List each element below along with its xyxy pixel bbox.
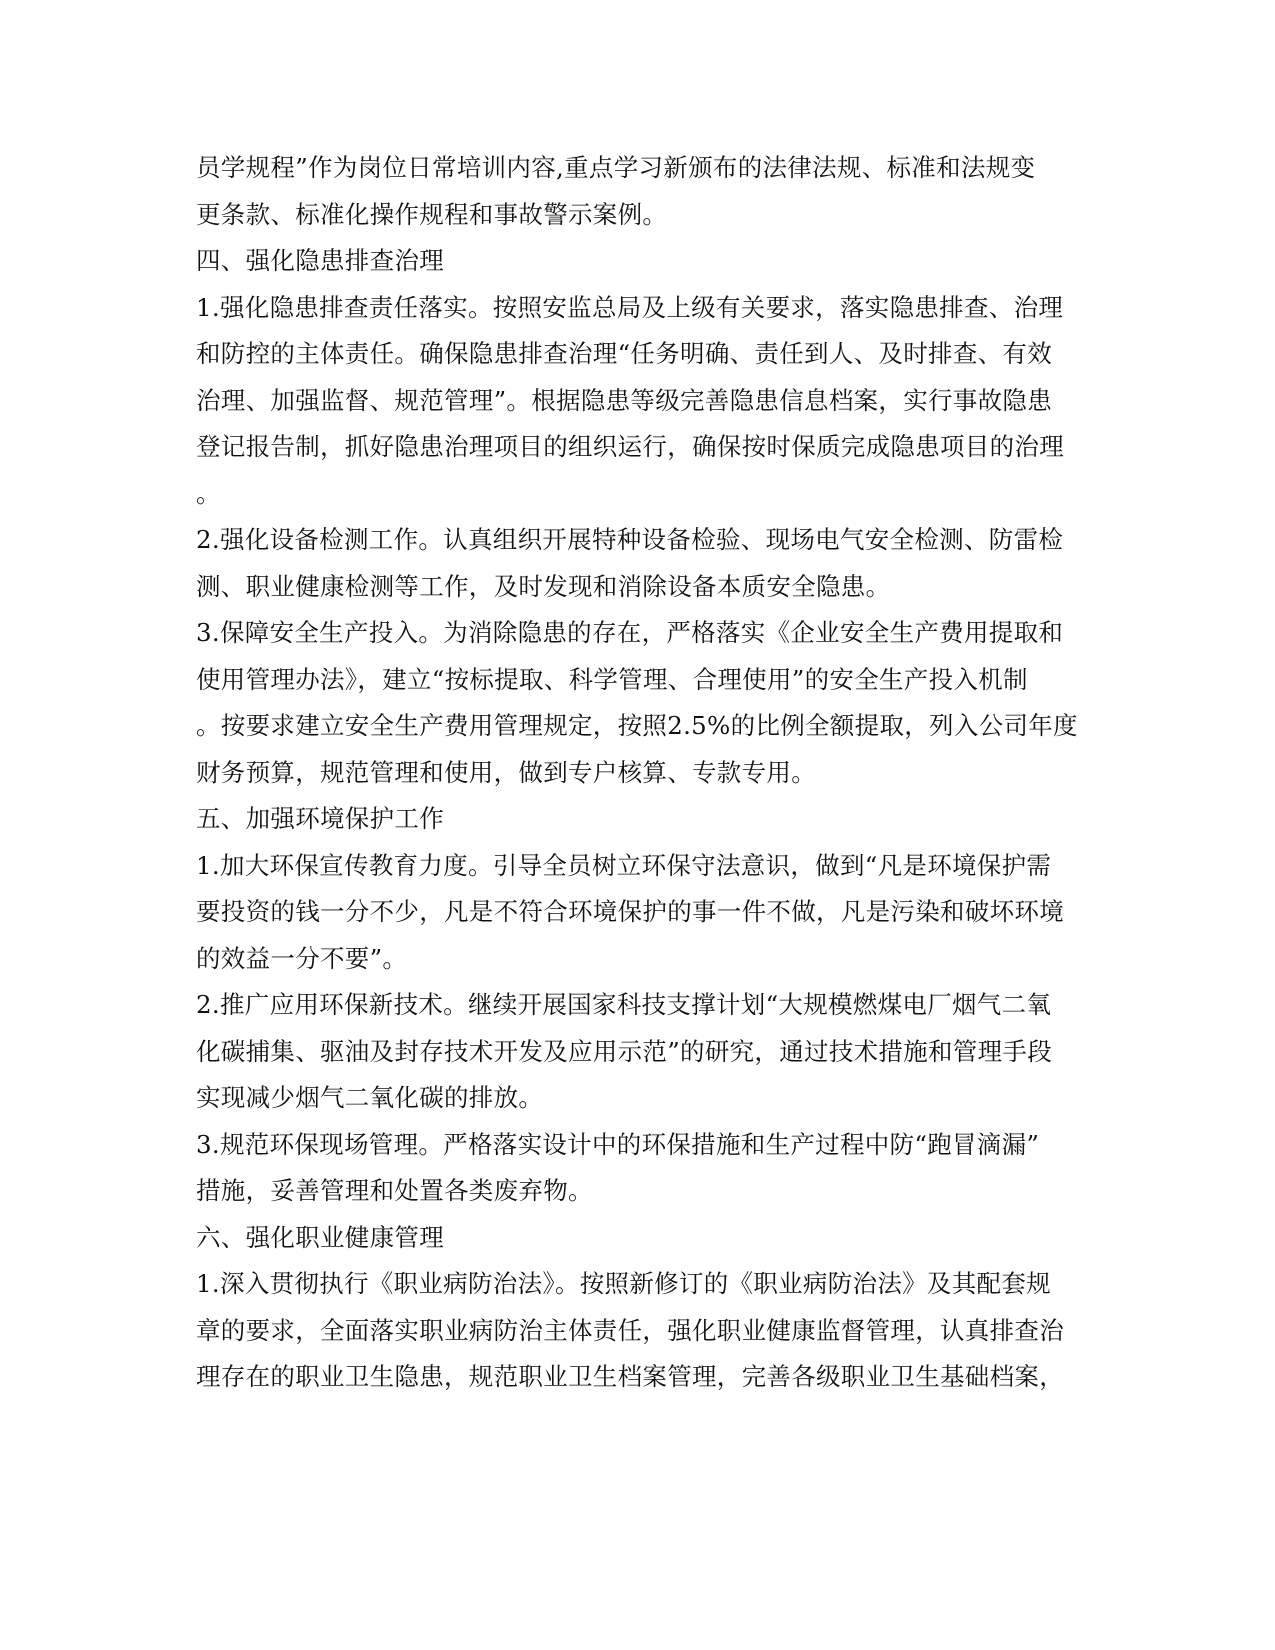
paragraph-line: 1.深入贯彻执行《职业病防治法》。按照新修订的《职业病防治法》及其配套规 [196, 1269, 1051, 1298]
paragraph-line: 。按要求建立安全生产费用管理规定，按照2.5%的比例全额提取，列入公司年度 [196, 711, 1078, 740]
section-heading: 五、加强环境保护工作 [196, 804, 444, 833]
paragraph-line: 。 [196, 479, 221, 508]
paragraph-line: 更条款、标准化操作规程和事故警示案例。 [196, 200, 668, 229]
paragraph-line: 财务预算，规范管理和使用，做到专户核算、专款专用。 [196, 758, 816, 787]
section-heading: 六、强化职业健康管理 [196, 1223, 444, 1252]
paragraph-line: 测、职业健康检测等工作，及时发现和消除设备本质安全隐患。 [196, 572, 891, 601]
paragraph-line: 3.规范环保现场管理。严格落实设计中的环保措施和生产过程中防“跑冒滴漏” [196, 1130, 1040, 1159]
paragraph-line: 登记报告制，抓好隐患治理项目的组织运行，确保按时保质完成隐患项目的治理 [196, 432, 1064, 461]
paragraph-line: 3.保障安全生产投入。为消除隐患的存在，严格落实《企业安全生产费用提取和 [196, 618, 1064, 647]
paragraph-line: 员学规程”作为岗位日常培训内容,重点学习新颁布的法律法规、标准和法规变 [196, 153, 1036, 182]
section-heading: 四、强化隐患排查治理 [196, 246, 444, 275]
paragraph-line: 1.加大环保宣传教育力度。引导全员树立环保守法意识，做到“凡是环境保护需 [196, 851, 1052, 880]
paragraph-line: 要投资的钱一分不少，凡是不符合环境保护的事一件不做，凡是污染和破坏环境 [196, 897, 1064, 926]
paragraph-line: 的效益一分不要”。 [196, 944, 408, 973]
paragraph-line: 章的要求，全面落实职业病防治主体责任，强化职业健康监督管理，认真排查治 [196, 1316, 1064, 1345]
paragraph-line: 化碳捕集、驱油及封存技术开发及应用示范”的研究，通过技术措施和管理手段 [196, 1037, 1053, 1066]
paragraph-line: 实现减少烟气二氧化碳的排放。 [196, 1083, 544, 1112]
paragraph-line: 2.推广应用环保新技术。继续开展国家科技支撑计划“大规模燃煤电厂烟气二氧 [196, 990, 1052, 1019]
paragraph-line: 2.强化设备检测工作。认真组织开展特种设备检验、现场电气安全检测、防雷检 [196, 525, 1064, 554]
paragraph-line: 措施，妥善管理和处置各类废弃物。 [196, 1176, 593, 1205]
paragraph-line: 1.强化隐患排查责任落实。按照安监总局及上级有关要求，落实隐患排查、治理 [196, 293, 1064, 322]
paragraph-line: 治理、加强监督、规范管理”。根据隐患等级完善隐患信息档案，实行事故隐患 [196, 386, 1053, 415]
paragraph-line: 使用管理办法》，建立“按标提取、科学管理、合理使用”的安全生产投入机制 [196, 665, 1028, 694]
paragraph-line: 理存在的职业卫生隐患，规范职业卫生档案管理，完善各级职业卫生基础档案， [196, 1362, 1064, 1391]
paragraph-line: 和防控的主体责任。确保隐患排查治理“任务明确、责任到人、及时排查、有效 [196, 339, 1053, 368]
